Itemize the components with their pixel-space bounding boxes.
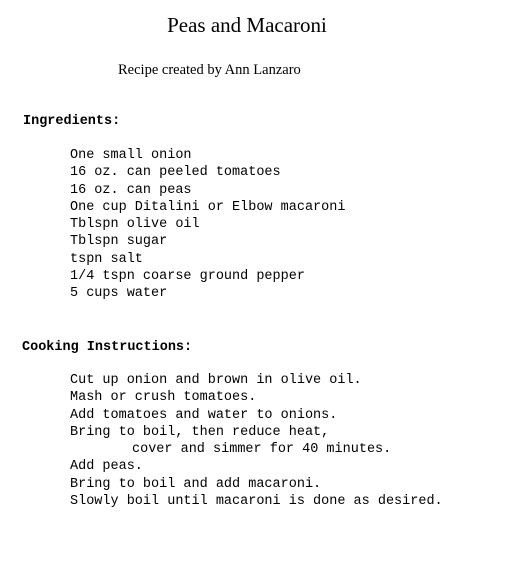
ingredient-item: Tblspn sugar: [70, 234, 168, 250]
instruction-step: Bring to boil, then reduce heat,: [70, 424, 330, 440]
ingredient-item: 16 oz. can peas: [70, 182, 192, 198]
instruction-step: Add tomatoes and water to onions.: [70, 407, 338, 423]
ingredient-item: One cup Ditalini or Elbow macaroni: [70, 199, 346, 215]
recipe-byline: Recipe created by Ann Lanzaro: [118, 62, 301, 78]
ingredient-item: Tblspn olive oil: [70, 217, 200, 233]
instruction-step: Cut up onion and brown in olive oil.: [70, 373, 362, 388]
instruction-step: Bring to boil and add macaroni.: [70, 476, 322, 492]
instruction-step: Slowly boil until macaroni is done as desired.: [70, 494, 443, 510]
instruction-step-continuation: cover and simmer for 40 minutes.: [132, 442, 392, 458]
ingredients-heading: Ingredients:: [23, 114, 121, 129]
instructions-heading: Cooking Instructions:: [22, 340, 193, 355]
document-title: Peas and Macaroni: [167, 13, 327, 37]
instruction-step: Add peas.: [70, 459, 143, 475]
ingredient-item: One small onion: [70, 148, 192, 163]
instruction-step: Mash or crush tomatoes.: [70, 390, 257, 406]
ingredient-item: tspn salt: [70, 251, 143, 267]
ingredients-list: [70, 147, 345, 303]
ingredient-item: 1/4 tspn coarse ground pepper: [70, 269, 305, 285]
ingredient-item: 16 oz. can peeled tomatoes: [70, 165, 281, 181]
ingredient-item: 5 cups water: [70, 286, 168, 302]
instructions-list: [70, 372, 443, 510]
